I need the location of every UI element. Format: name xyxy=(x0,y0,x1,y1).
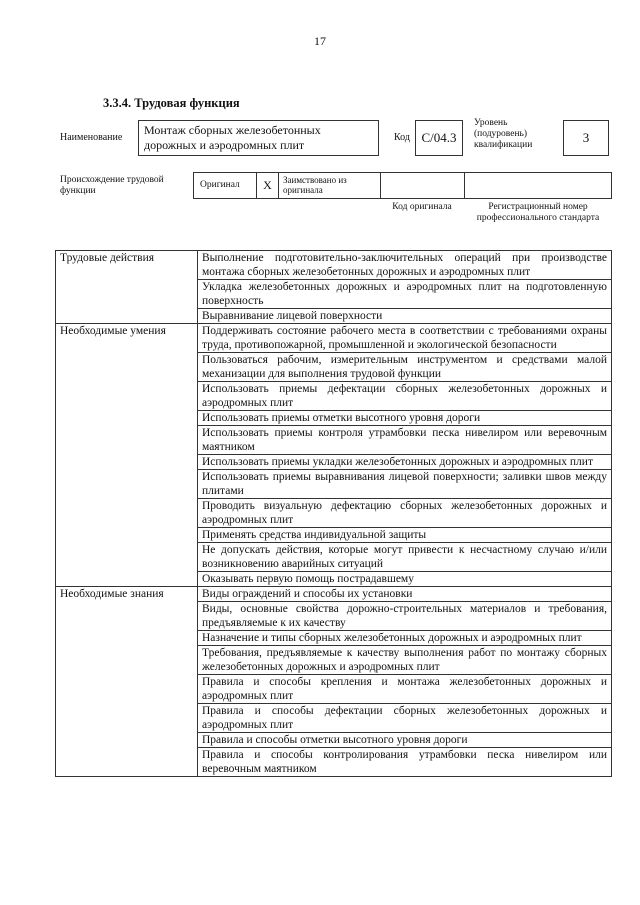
name-label: Наименование xyxy=(60,132,123,143)
table-cell: Использовать приемы дефектации сборных железобетонных дорожных и аэродромных плит xyxy=(198,382,612,411)
table-cell: Использовать приемы контроля утрамбовки песка нивелиром или веревочным маятником xyxy=(198,426,612,455)
table-cell: Выравнивание лицевой поверхности xyxy=(198,309,612,324)
table-cell: Виды ограждений и способы их установки xyxy=(198,587,612,602)
table-cell: Использовать приемы укладки железобетонных дорожных и аэродромных плит xyxy=(198,455,612,470)
table-cell: Виды, основные свойства дорожно-строительных материалов и требования, предъявляемые к их качеству xyxy=(198,602,612,631)
code-original-cell xyxy=(380,173,464,198)
table-cell: Оказывать первую помощь пострадавшему xyxy=(198,572,612,587)
category-labor-actions: Трудовые действия xyxy=(56,251,198,324)
table-cell: Использовать приемы выравнивания лицевой поверхности; заливки швов между плитами xyxy=(198,470,612,499)
table-cell: Правила и способы контролирования утрамбовки песка нивелиром или веревочным маятником xyxy=(198,748,612,777)
table-cell: Не допускать действия, которые могут привести к несчастному случаю и/или возникновению аварийных ситуаций xyxy=(198,543,612,572)
category-required-knowledge: Необходимые знания xyxy=(56,587,198,777)
category-required-skills: Необходимые умения xyxy=(56,324,198,587)
table-cell: Использовать приемы отметки высотного уровня дороги xyxy=(198,411,612,426)
origin-row xyxy=(193,172,612,199)
reg-number-caption: Регистрационный номер профессионального стандарта xyxy=(476,202,600,223)
section-title: 3.3.4. Трудовая функция xyxy=(103,96,240,110)
table-row xyxy=(56,251,612,280)
table-cell: Применять средства индивидуальной защиты xyxy=(198,528,612,543)
function-code-value: С/04.3 xyxy=(415,120,463,156)
function-name-value: Монтаж сборных железобетонных дорожных и аэродромных плит xyxy=(138,120,379,156)
table-cell: Правила и способы крепления и монтажа железобетонных дорожных и аэродромных плит xyxy=(198,675,612,704)
table-row xyxy=(56,324,612,353)
table-row xyxy=(56,587,612,602)
origin-label: Происхождение трудовой функции xyxy=(60,175,164,196)
table-cell: Укладка железобетонных дорожных и аэродромных плит на подготовленную поверхность xyxy=(198,280,612,309)
table-cell: Пользоваться рабочим, измерительным инструментом и средствами малой механизации для выполнения трудовой функции xyxy=(198,353,612,382)
qualification-level-value: 3 xyxy=(563,120,609,156)
table-cell: Правила и способы дефектации сборных железобетонных дорожных и аэродромных плит xyxy=(198,704,612,733)
borrowed-label: Заимствовано из оригинала xyxy=(278,173,380,198)
original-label: Оригинал xyxy=(200,180,240,190)
table-cell: Проводить визуальную дефектацию сборных железобетонных дорожных и аэродромных плит xyxy=(198,499,612,528)
original-cell xyxy=(193,173,256,198)
table-cell: Требования, предъявляемые к качеству выполнения работ по монтажу сборных железобетонных дорожных и аэродромных плит xyxy=(198,646,612,675)
labor-function-table xyxy=(55,250,612,777)
table-cell: Правила и способы отметки высотного уровня дороги xyxy=(198,733,612,748)
page-number: 17 xyxy=(314,34,326,48)
code-label: Код xyxy=(394,132,410,143)
original-mark: X xyxy=(256,173,278,198)
level-label: Уровень (подуровень) квалификации xyxy=(474,118,533,150)
table-cell: Выполнение подготовительно-заключительных операций при производстве монтажа сборных железобетонных дорожных и аэродромных плит xyxy=(198,251,612,280)
reg-number-cell xyxy=(464,173,612,198)
table-cell: Поддерживать состояние рабочего места в соответствии с требованиями охраны труда, противопожарной, промышленной и экологической безопасности xyxy=(198,324,612,353)
table-cell: Назначение и типы сборных железобетонных дорожных и аэродромных плит xyxy=(198,631,612,646)
code-original-caption: Код оригинала xyxy=(392,202,452,212)
